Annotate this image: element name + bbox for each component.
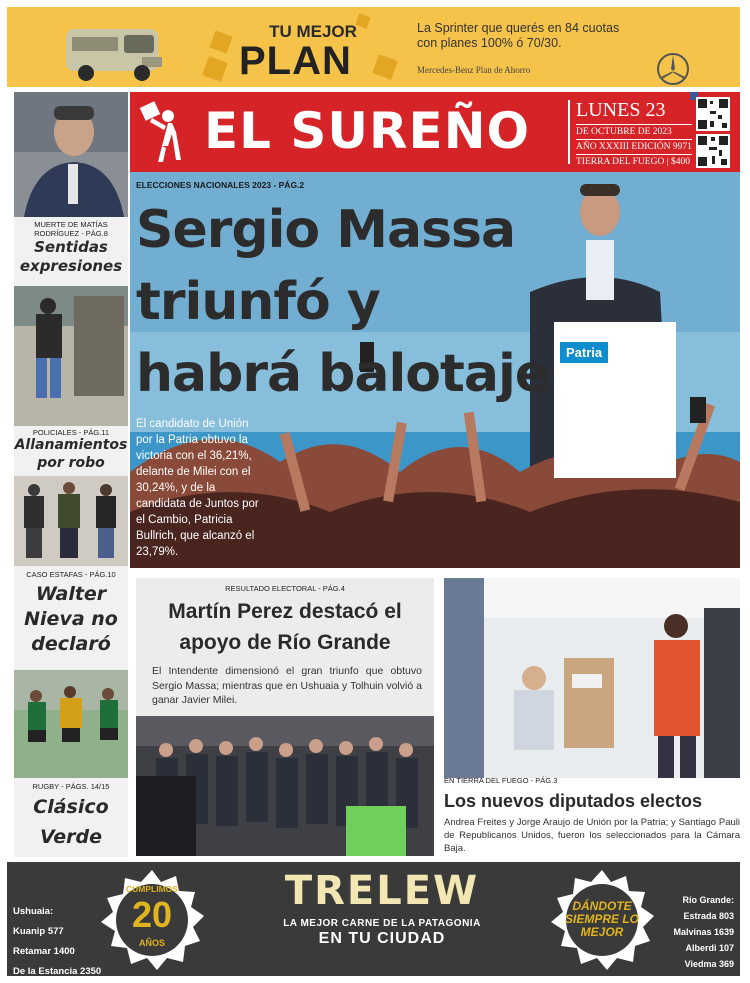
sidebar-photo-3	[14, 476, 128, 566]
newspaper-name: EL SUREÑO	[204, 102, 531, 160]
story-headline[interactable]: Martín Perez destacó el apoyo de Río Grande	[168, 600, 402, 654]
badge-bottom-text: AÑOS	[138, 938, 165, 948]
badge-number: 20	[131, 894, 173, 935]
top-advertisement[interactable]	[7, 7, 740, 87]
masthead	[130, 92, 740, 172]
bottom-advertisement[interactable]	[7, 862, 740, 976]
addresses-left	[13, 902, 101, 976]
ad-headline-small: TU MEJOR	[269, 22, 357, 41]
sidebar-photo-4	[14, 670, 128, 778]
sidebar-kicker: POLICIALES - PÁG.11	[32, 428, 110, 437]
lead-story	[130, 172, 740, 568]
ad-city-tagline: EN TU CIUDAD	[318, 930, 446, 947]
lead-kicker: ELECCIONES NACIONALES 2023 - PÁG.2	[136, 180, 305, 190]
address-line: Kuanip 577	[13, 926, 64, 937]
sidebar-kicker: RUGBY - PÁGS. 14/15	[32, 782, 110, 791]
address-line: Viedma 369	[684, 959, 734, 969]
ad-brand-line: Mercedes-Benz Plan de Ahorro	[417, 65, 531, 75]
lead-headline[interactable]: Sergio Massa triunfó y habrá balotaje	[136, 200, 550, 404]
sidebar-kicker: CASO ESTAFAS - PÁG.10	[26, 570, 116, 579]
qr-code-icon[interactable]	[696, 134, 730, 168]
story-photo	[444, 578, 740, 778]
issue-place-price: TIERRA DEL FUEGO | $400	[576, 154, 692, 169]
city-label: Ushuaia:	[13, 906, 54, 917]
issue-day: LUNES 23	[576, 99, 666, 121]
badge-top-text: CUMPLIMOS	[126, 884, 178, 894]
gold-cube-icon	[372, 54, 398, 80]
story-rio-grande	[136, 578, 434, 856]
newspaper-figure-icon	[138, 98, 188, 168]
story-photo	[136, 716, 434, 856]
story-summary: El Intendente dimensionó el gran triunfo que obtuvo Sergio Massa; mientras que en Ushuaia y Tolhuin volvió a ganar Javier Milei.	[152, 665, 422, 706]
issue-date: DE OCTUBRE DE 2023	[576, 124, 692, 139]
sidebar-title[interactable]: Sentidas expresiones	[19, 238, 123, 275]
badge-slogan: DÁNDOTE SIEMPRE LO MEJOR	[564, 899, 639, 939]
mercedes-star-icon	[655, 51, 691, 87]
address-line: Malvinas 1639	[673, 927, 734, 937]
issue-edition: AÑO XXXIII EDICIÓN 9971	[576, 139, 692, 154]
sidebar-title[interactable]: Walter Nieva no declaró	[24, 583, 118, 655]
story-kicker: EN TIERRA DEL FUEGO - PÁG.3	[444, 776, 558, 785]
masthead-divider	[568, 100, 570, 164]
sidebar-kicker: MUERTE DE MATÍAS RODRÍGUEZ - PÁG.8	[34, 220, 108, 238]
address-line: De la Estancia 2350	[13, 966, 102, 976]
story-kicker: RESULTADO ELECTORAL - PÁG.4	[225, 584, 345, 593]
podium-logo: Patria	[560, 342, 608, 363]
ad-headline-big: PLAN	[239, 39, 352, 83]
address-line: Alberdi 107	[685, 943, 734, 953]
story-summary: Andrea Freites y Jorge Araujo de Unión por la Patria; y Santiago Pauli de Republicanos Unidos, fueron los seleccionados para la Cámara Baja.	[444, 817, 740, 854]
sidebar-title[interactable]: Allanamientos por robo	[14, 437, 128, 471]
lead-summary: El candidato de Unión por la Patria obtuvo la victoria con el 36,21%, delante de Milei con el 30,24%, y de la candidata de Juntos por el Cambio, Patricia Bullrich, que alcanzó el 23,79%.	[136, 418, 259, 558]
ad-description: La Sprinter que querés en 84 cuotas con planes 100% ó 70/30.	[417, 21, 620, 50]
sidebar-photo-1	[14, 92, 128, 217]
addresses-right	[673, 892, 734, 972]
city-label: Río Grande:	[682, 895, 734, 905]
gold-cube-icon	[209, 30, 232, 53]
sidebar-stories	[14, 92, 128, 857]
issue-info	[576, 98, 692, 169]
story-diputados	[444, 578, 740, 856]
ad-brand: TRELEW	[284, 868, 480, 914]
sidebar-photo-2	[14, 286, 128, 426]
van-image	[62, 19, 167, 83]
gold-cube-icon	[202, 56, 228, 82]
sidebar-title[interactable]: Clásico Verde	[33, 796, 109, 848]
ad-tagline: LA MEJOR CARNE DE LA PATAGONIA	[283, 918, 481, 929]
address-line: Estrada 803	[683, 911, 734, 921]
address-line: Retamar 1400	[13, 946, 75, 957]
qr-code-icon[interactable]	[696, 97, 730, 131]
story-headline[interactable]: Los nuevos diputados electos	[444, 791, 703, 811]
